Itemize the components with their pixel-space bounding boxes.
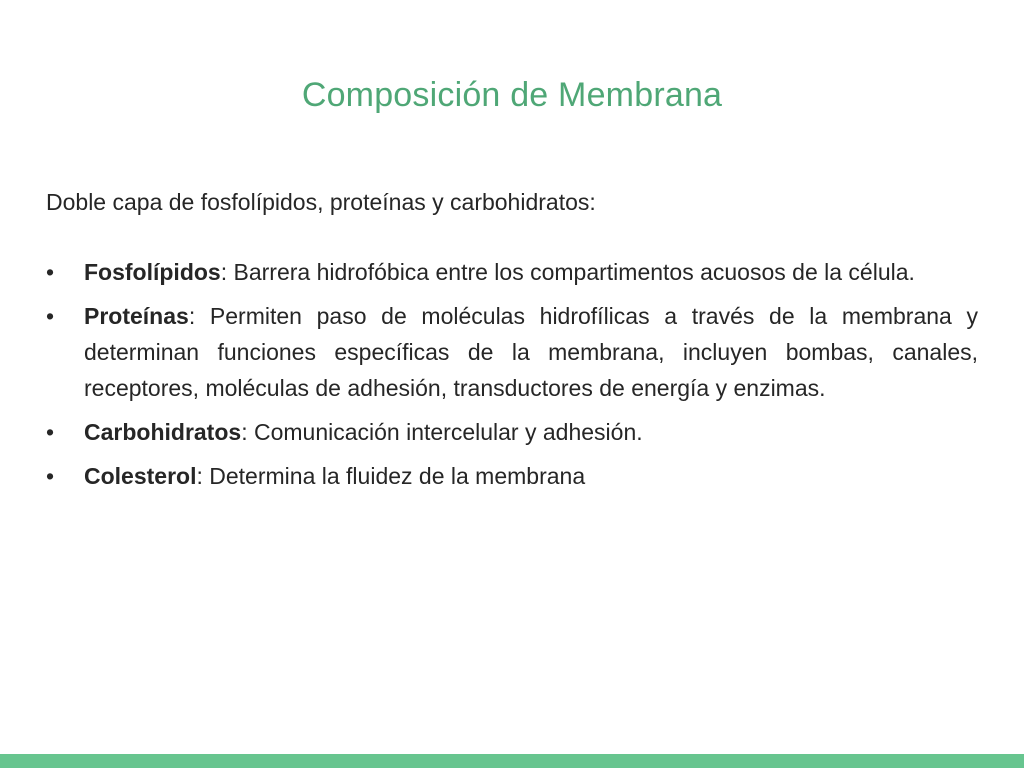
- bottom-accent-bar: [0, 754, 1024, 768]
- bullet-item-proteinas: [46, 298, 978, 406]
- bullet-term: Carbohidratos: [84, 419, 242, 445]
- bullet-term: Fosfolípidos: [84, 259, 221, 285]
- slide-title: Composición de Membrana: [301, 76, 723, 114]
- slide-body: [46, 184, 978, 502]
- bullet-icon: •: [46, 303, 55, 329]
- intro-text: Doble capa de fosfolípidos, proteínas y carbohidratos:: [46, 189, 596, 215]
- bullet-text: : Permiten paso de moléculas hidrofílicas a través de la membrana y determinan funciones específicas de la membrana, incluyen bombas, canales, receptores, moléculas de adhesión, transductores de energía y enzimas.: [84, 303, 978, 401]
- bullet-term: Colesterol: [84, 463, 197, 489]
- bullet-text: : Determina la fluidez de la membrana: [196, 463, 586, 489]
- bullet-icon: •: [46, 419, 55, 445]
- bullet-text: : Barrera hidrofóbica entre los compartimentos acuosos de la célula.: [220, 259, 915, 285]
- bullet-text: : Comunicación intercelular y adhesión.: [241, 419, 643, 445]
- bullet-icon: •: [46, 463, 55, 489]
- bullet-term: Proteínas: [84, 303, 189, 329]
- bullet-item-fosfolipidos: [46, 254, 978, 290]
- bullet-list: [46, 254, 978, 494]
- bullet-item-carbohidratos: [46, 414, 978, 450]
- bullet-icon: •: [46, 259, 55, 285]
- bullet-item-colesterol: [46, 458, 978, 494]
